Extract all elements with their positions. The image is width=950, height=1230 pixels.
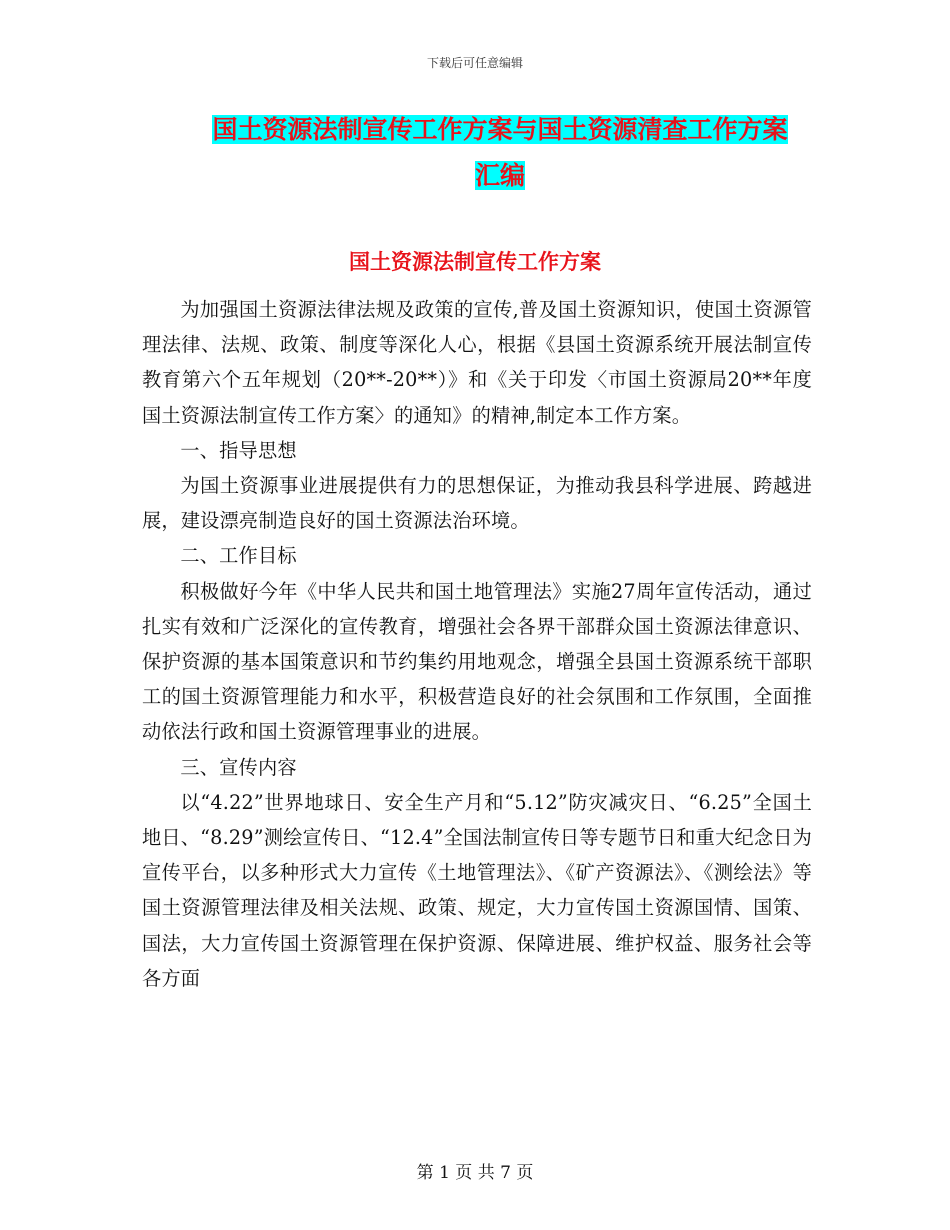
- heading-work-goals: 二、工作目标: [180, 544, 297, 568]
- heading-guiding-ideology: 一、指导思想: [180, 438, 297, 462]
- paragraph-guiding-ideology: 为国土资源事业进展提供有力的思想保证，为推动我县科学进展、跨越进展，建设漂亮制造良好的国土资源法治环境。: [142, 474, 812, 533]
- heading-publicity-content: 三、宣传内容: [180, 755, 297, 779]
- document-title-line-1: 国土资源法制宣传工作方案与国土资源清查工作方案: [212, 115, 788, 144]
- paragraph-work-goals: 积极做好今年《中华人民共和国土地管理法》实施27周年宣传活动，通过扎实有效和广泛深化的宣传教育，增强社会各界干部群众国土资源法律意识、保护资源的基本国策意识和节约集约用地观念，增强全县国土资源系统干部职工的国土资源管理能力和水平，积极营造良好的社会氛围和工作氛围，全面推动依法行政和国土资源管理事业的进展。: [142, 579, 812, 744]
- document-title-line-2: 汇编: [474, 161, 525, 190]
- page-number: 第 1 页 共 7 页: [416, 1163, 534, 1183]
- paragraph-publicity-content: 以“4.22”世界地球日、安全生产月和“5.12”防灾减灾日、“6.25”全国土地日、“8.29”测绘宣传日、“12.4”全国法制宣传日等专题节日和重大纪念日为宣传平台，以多种形式大力宣传《土地管理法》、《矿产资源法》、《测绘法》等国土资源管理法律及相关法规、政策、规定，大力宣传国土资源国情、国策、国法，大力宣传国土资源管理在保护资源、保障进展、维护权益、服务社会等各方面: [142, 790, 812, 990]
- body-text: [142, 292, 812, 996]
- section-title: 国土资源法制宣传工作方案: [349, 250, 601, 274]
- paragraph-intro: 为加强国土资源法律法规及政策的宣传,普及国土资源知识，使国土资源管理法律、法规、政策、制度等深化人心，根据《县国土资源系统开展法制宣传教育第六个五年规划（20**-20**）》和《关于印发〈市国土资源局20**年度国土资源法制宣传工作方案〉的通知》的精神,制定本工作方案。: [142, 298, 812, 427]
- document-title: [160, 107, 840, 199]
- header-note: 下载后可任意编辑: [426, 56, 523, 70]
